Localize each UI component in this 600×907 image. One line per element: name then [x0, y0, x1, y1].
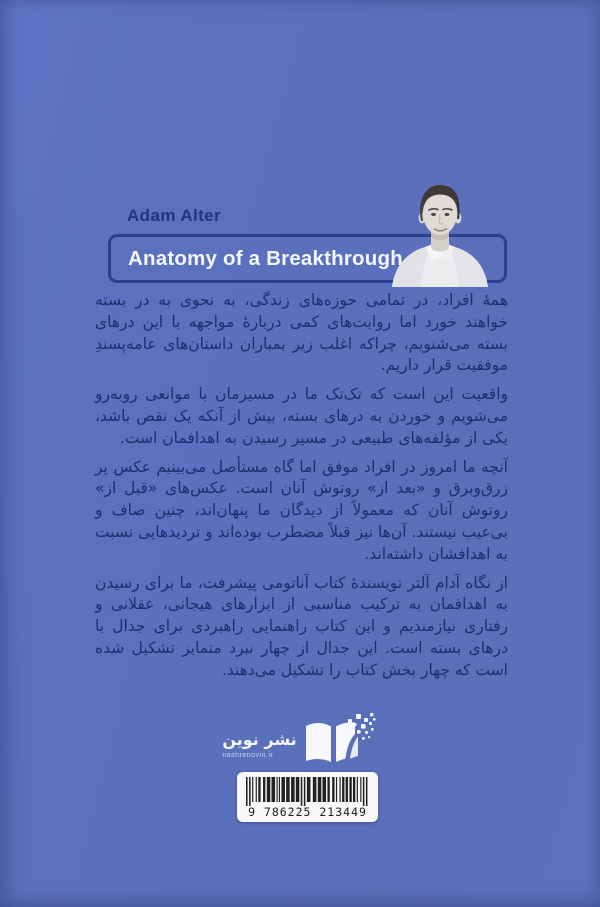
author-portrait-photo: [386, 185, 494, 287]
book-title: Anatomy of a Breakthrough: [128, 247, 403, 270]
back-cover-paragraph: همۀ افراد، در تمامی حوزه‌های زندگی، به نحوی به در بسته خواهند خورد اما روایت‌های کمی دربارۀ مواجهه با این درهای بسته می‌شنویم، چراکه اغلب زیر بمباران داستان‌های عامه‌پسندِ موفقیت قرار داریم.: [95, 291, 508, 375]
barcode-bars: [246, 777, 369, 806]
publisher-website: nashrenovin.ir: [222, 752, 274, 759]
back-cover-text: [95, 290, 508, 689]
back-cover-paragraph: واقعیت این است که تک‌تک ما در مسیرمان با موانعی روبه‌رو می‌شویم و خوردن به درهای بسته، بیش از آنکه یک نقص باشد، یکی از مؤلفه‌های طبیعی در مسیر رسیدن به اهدافمان است.: [95, 385, 508, 447]
back-cover-paragraph: آنچه ما امروز در افراد موفق اما گاه مستأصل می‌بینیم عکس پر زرق‌وبرق و «بعد از» روتوش آنان است. عکس‌های «قبل از» روتوش آنان که معمولاً از دیدگان ما پنهان‌اند، چنین صاف و بی‌عیب نیستند. آن‌ها نیز قبلاً مضطرب بوده‌اند و تردیدهایی نسبت به اهدافشان داشته‌اند.: [95, 457, 508, 563]
author-name: Adam Alter: [127, 206, 222, 225]
isbn-number: 9 786225 213449: [248, 805, 367, 819]
publisher-name: نشر نوین: [222, 730, 297, 749]
isbn-barcode: [237, 772, 378, 822]
back-cover-paragraph: از نگاه آدام آلتر نویسندۀ کتاب آناتومی پیشرفت، ما برای رسیدن به اهدافمان به ترکیب مناسبی از ابزارهای هیجانی، عقلانی و رفتاری نیازمندیم و این کتاب راهنمایی راهبردی برای جدال با درهای بسته است. این جدال از چهار نبرد متمایز تشکیل شده است که چهار بخش کتاب را تشکیل می‌دهند.: [95, 573, 508, 679]
open-book-pixels-icon: [304, 710, 378, 770]
publisher-logo: [0, 710, 600, 770]
